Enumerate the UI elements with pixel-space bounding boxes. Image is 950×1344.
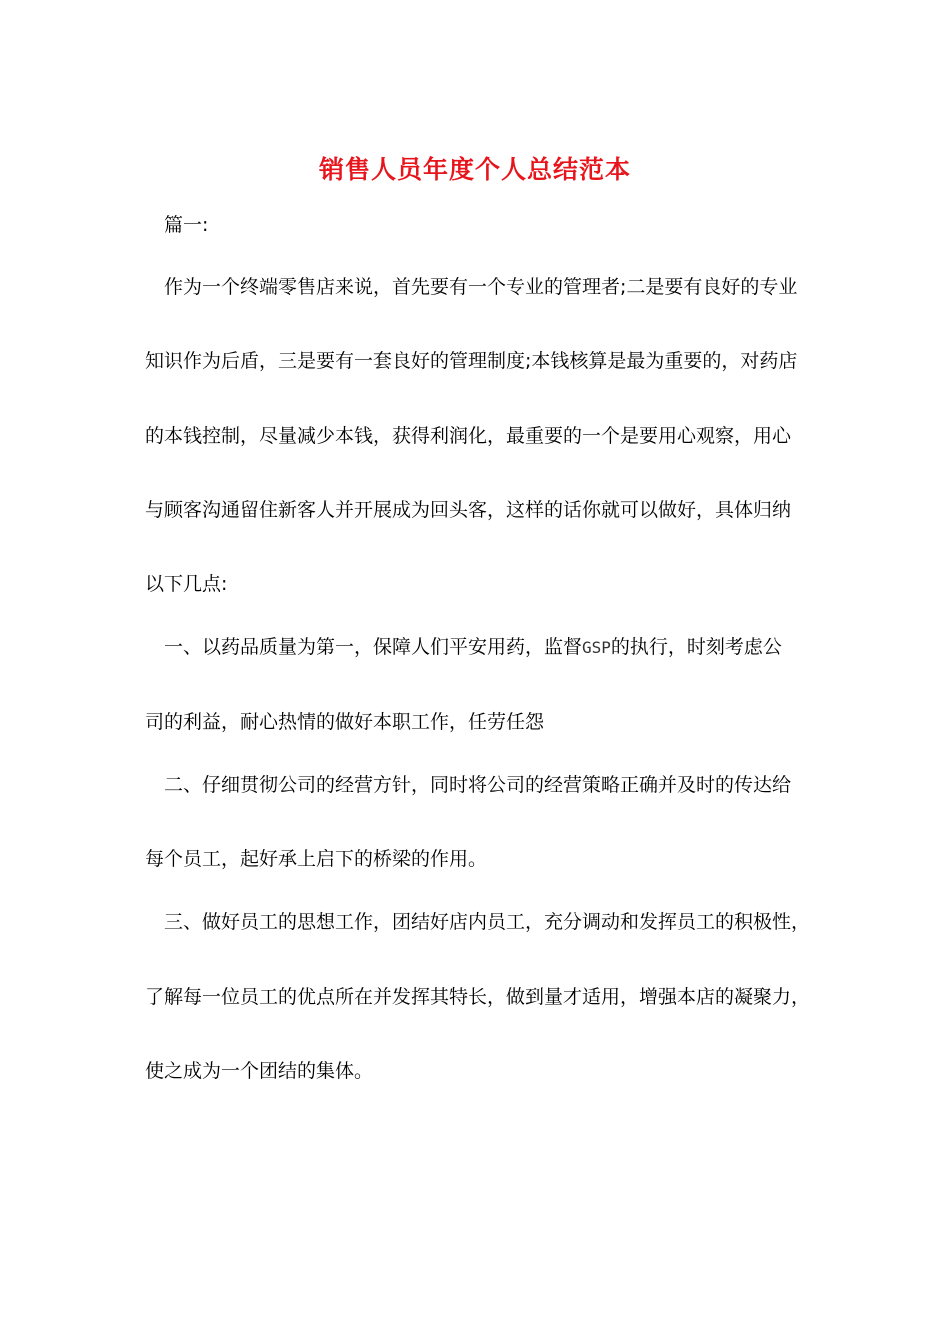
- section-heading: 篇一:: [164, 214, 209, 236]
- paragraph1-line2: 知识作为后盾，三是要有一套良好的管理制度;本钱核算是最为重要的，对药店: [145, 350, 798, 372]
- paragraph1-line1: 作为一个终端零售店来说，首先要有一个专业的管理者;二是要有良好的专业: [164, 276, 798, 298]
- paragraph1-line4: 与顾客沟通留住新客人并开展成为回头客，这样的话你就可以做好，具体归纳: [145, 499, 792, 521]
- item3-line2: 了解每一位员工的优点所在并发挥其特长，做到量才适用，增强本店的凝聚力，: [145, 986, 811, 1008]
- paragraph1-line3: 的本钱控制，尽量减少本钱，获得利润化，最重要的一个是要用心观察，用心: [145, 425, 792, 447]
- document-title: 销售人员年度个人总结范本: [318, 155, 631, 184]
- item2-line1: 二、仔细贯彻公司的经营方针，同时将公司的经营策略正确并及时的传达给: [164, 774, 792, 796]
- paragraph1-line5: 以下几点:: [145, 573, 228, 595]
- item3-line1: 三、做好员工的思想工作，团结好店内员工，充分调动和发挥员工的积极性，: [164, 911, 811, 933]
- item3-line3: 使之成为一个团结的集体。: [145, 1060, 374, 1082]
- item1-line1: [164, 634, 782, 661]
- item1-line1-text-b: 的执行，时刻考虑公: [610, 636, 782, 658]
- item1-gsp-code: GSP: [582, 638, 611, 657]
- item1-line2: 司的利益，耐心热情的做好本职工作，任劳任怨: [145, 711, 545, 733]
- item1-line1-text-a: 一、以药品质量为第一，保障人们平安用药，监督: [164, 636, 583, 658]
- item2-line2: 每个员工，起好承上启下的桥梁的作用。: [145, 848, 488, 870]
